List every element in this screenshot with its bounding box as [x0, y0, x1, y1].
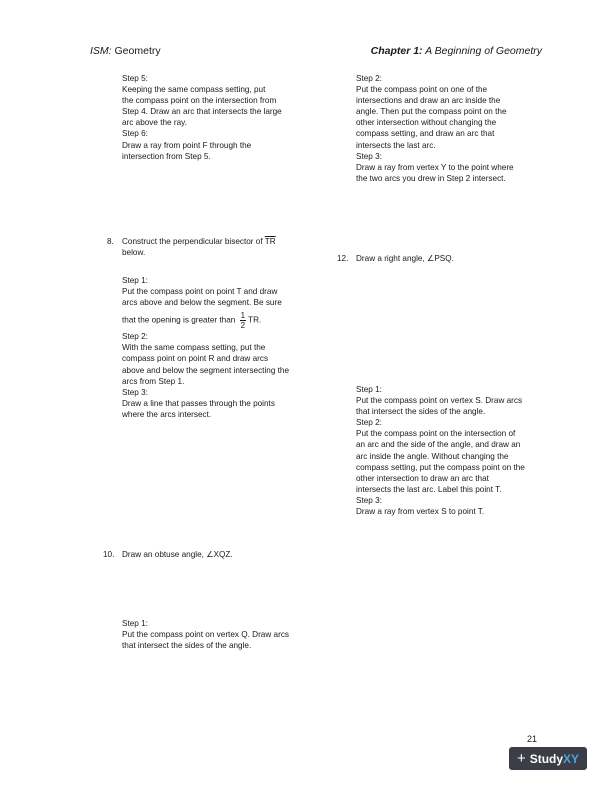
- text-line: intersection from Step 5.: [122, 151, 211, 161]
- text-line: Put the compass point on one of the: [356, 85, 488, 95]
- text-line: the two arcs you drew in Step 2 intersect.: [356, 173, 506, 183]
- text-line: Draw a line that passes through the points: [122, 398, 275, 408]
- plus-icon: +: [516, 750, 526, 767]
- fraction-denominator: 2: [240, 321, 246, 331]
- fraction-numerator: 1: [240, 311, 246, 321]
- problem-10-number: 10.: [103, 550, 115, 559]
- text-line: compass setting, and draw an arc that: [356, 129, 495, 139]
- text-line: Put the compass point on vertex Q. Draw arcs: [122, 630, 290, 640]
- opening-line: [122, 311, 289, 330]
- logo-study-text: Study: [529, 751, 564, 766]
- text-line: compass point on point R and draw arcs: [122, 354, 269, 364]
- text-line: arc inside the angle. Without changing the: [356, 451, 509, 461]
- text-line: Step 4. Draw an arc that intersects the large: [122, 107, 282, 117]
- text-line: that intersect the sides of the angle.: [122, 641, 252, 651]
- header-chapter-label: Chapter 1:: [370, 45, 423, 57]
- right-column-continuation: [356, 73, 514, 184]
- text-line: Step 3:: [122, 387, 148, 397]
- problem-10-question: Draw an obtuse angle, ∠XQZ.: [122, 550, 233, 559]
- header-right: [371, 45, 542, 57]
- segment-tr: $\overline{TR}$: [264, 237, 276, 246]
- header-subject: Geometry: [111, 45, 161, 57]
- text-line: intersections and draw an arc inside the: [356, 96, 501, 106]
- text-line: Step 6:: [122, 129, 148, 139]
- text-line: Step 5:: [122, 74, 148, 83]
- left-column-continuation: [122, 73, 282, 162]
- text-line: Step 2:: [356, 418, 382, 428]
- problem-8-question: [122, 236, 276, 258]
- text-line: With the same compass setting, put the: [122, 343, 266, 353]
- text-line: other intersection to draw an arc that: [356, 473, 489, 483]
- text-line: other intersection without changing the: [356, 118, 497, 128]
- text-line: Step 1:: [356, 385, 382, 394]
- text-line: Put the compass point on the intersection of: [356, 429, 516, 439]
- text-line: compass setting, put the compass point on the: [356, 462, 525, 472]
- text-line: Draw a ray from vertex S to point T.: [356, 507, 485, 517]
- logo-xy-text: XY: [563, 751, 580, 766]
- problem-8-steps: [122, 275, 289, 420]
- text-line: Put the compass point on point T and draw: [122, 287, 278, 297]
- text-line: intersects the last arc.: [356, 140, 436, 150]
- text-line: angle. Then put the compass point on the: [356, 107, 507, 117]
- text-line: where the arcs intersect.: [122, 409, 212, 419]
- text-line: an arc and the side of the angle, and draw an: [356, 440, 521, 450]
- text-line: arc above the ray.: [122, 118, 187, 128]
- text-line: above and below the segment intersecting the: [122, 365, 290, 375]
- text-line: Step 1:: [122, 619, 148, 628]
- text-line: Put the compass point on vertex S. Draw arcs: [356, 396, 523, 406]
- text-line: Step 2:: [356, 74, 382, 83]
- text-line: arcs above and below the segment. Be sure: [122, 298, 282, 308]
- problem-8-question-line2: below.: [122, 248, 146, 258]
- problem-12-steps: [356, 384, 525, 517]
- problem-12-number: 12.: [337, 254, 349, 263]
- page-number: 21: [527, 734, 538, 744]
- problem-12-question: Draw a right angle, ∠PSQ.: [356, 254, 454, 263]
- fraction-one-half: [240, 311, 246, 330]
- header-chapter-title: A Beginning of Geometry: [422, 45, 542, 57]
- text-line: Keeping the same compass setting, put: [122, 85, 266, 95]
- text-line: Draw a ray from point F through the: [122, 140, 252, 150]
- step-label: Step 1:: [122, 276, 148, 285]
- opening-text: that the opening is greater than: [122, 315, 238, 325]
- text-line: Draw a ray from vertex Y to the point where: [356, 162, 514, 172]
- header-left: [90, 45, 161, 57]
- studyxy-logo: [509, 747, 587, 770]
- opening-end: TR.: [248, 315, 262, 325]
- text-line: the compass point on the intersection from: [122, 96, 277, 106]
- text-line: Step 3:: [356, 495, 382, 505]
- text-line: that intersect the sides of the angle.: [356, 407, 486, 417]
- text-line: Step 3:: [356, 151, 382, 161]
- problem-8-question-text: Construct the perpendicular bisector of: [122, 237, 265, 246]
- text-line: Step 2:: [122, 332, 148, 342]
- header-book-label: ISM:: [90, 45, 112, 57]
- text-line: arcs from Step 1.: [122, 376, 185, 386]
- problem-10-steps: [122, 618, 289, 651]
- text-line: intersects the last arc. Label this point T.: [356, 484, 502, 494]
- problem-8-number: 8.: [107, 237, 114, 246]
